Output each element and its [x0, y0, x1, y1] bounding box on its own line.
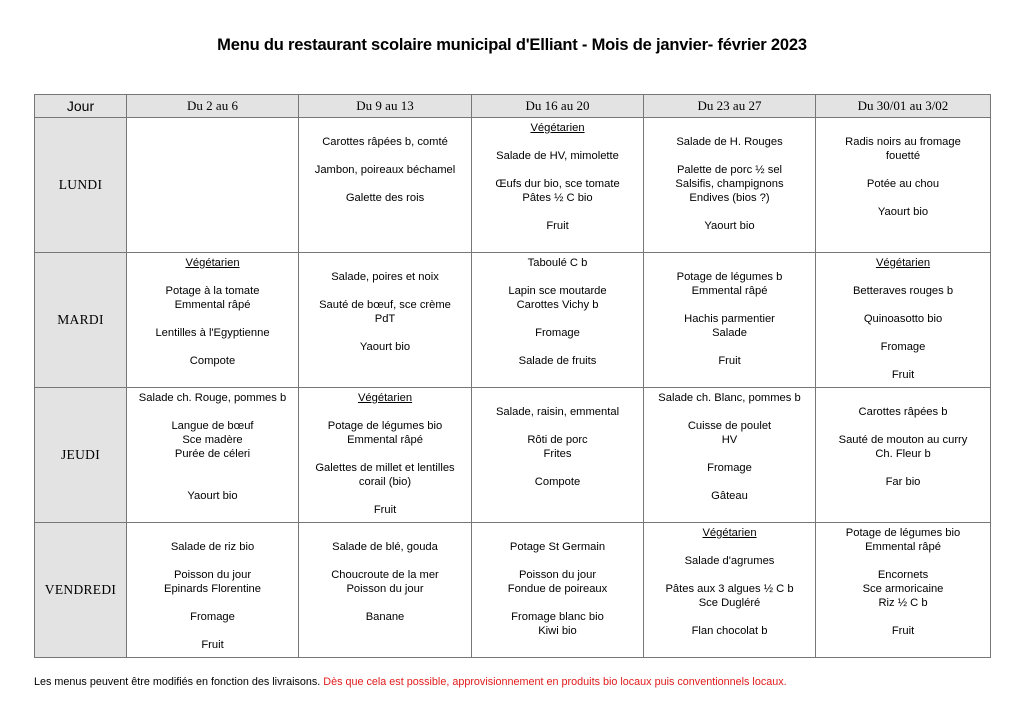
menu-line	[474, 526, 641, 540]
menu-line: Carottes Vichy b	[516, 299, 599, 311]
vegetarian-label: Végétarien	[185, 257, 240, 269]
menu-line	[646, 610, 813, 624]
menu-line	[301, 326, 469, 340]
menu-line: Salade ch. Blanc, pommes b	[658, 392, 801, 404]
menu-line	[646, 405, 813, 419]
menu-line	[129, 270, 296, 284]
footer-note-text: Les menus peuvent être modifiés en fonction des livraisons.	[34, 676, 324, 688]
day-label: JEUDI	[35, 388, 127, 523]
menu-line: Galettes de millet et lentilles	[315, 462, 455, 474]
menu-line	[129, 405, 296, 419]
menu-line: Lentilles à l'Egyptienne	[155, 327, 270, 339]
menu-line: Salade de fruits	[518, 355, 597, 367]
menu-line	[474, 163, 641, 177]
day-row-mardi	[35, 253, 991, 388]
menu-cell	[127, 388, 299, 523]
menu-line	[646, 568, 813, 582]
menu-line	[474, 340, 641, 354]
menu-line	[646, 540, 813, 554]
menu-line: Potage de légumes b	[676, 271, 783, 283]
menu-cell	[816, 253, 991, 388]
menu-line: Salade de riz bio	[170, 541, 255, 553]
day-label: LUNDI	[35, 118, 127, 253]
menu-line	[646, 149, 813, 163]
menu-line: Fromage blanc bio	[511, 611, 604, 623]
menu-line	[129, 554, 296, 568]
menu-line: Fruit	[891, 369, 915, 381]
menu-line: Fruit	[718, 355, 741, 367]
header-row	[35, 95, 991, 118]
menu-line: Pâtes ½ C bio	[522, 192, 593, 204]
menu-line	[818, 326, 988, 340]
menu-line: Sce madère	[182, 434, 243, 446]
menu-line	[301, 177, 469, 191]
menu-line: Sauté de bœuf, sce crème	[319, 299, 451, 311]
menu-line	[129, 596, 296, 610]
menu-line	[474, 205, 641, 219]
menu-line: Yaourt bio	[877, 206, 929, 218]
menu-line: Yaourt bio	[187, 490, 238, 502]
day-row-vendredi	[35, 523, 991, 658]
menu-line	[818, 391, 988, 405]
vegetarian-label: Végétarien	[357, 392, 413, 404]
menu-line: Salade ch. Rouge, pommes b	[138, 392, 287, 404]
menu-line: Salade, poires et noix	[331, 271, 439, 283]
menu-cell	[472, 118, 644, 253]
menu-line: Carottes râpées b, comté	[322, 136, 448, 148]
menu-line	[818, 419, 988, 433]
menu-line: Salade de H. Rouges	[676, 136, 783, 148]
footer-note	[34, 676, 787, 688]
header-jour: Jour	[35, 95, 127, 118]
menu-line: Radis noirs au fromage	[845, 136, 961, 148]
menu-line: Emmental râpé	[691, 285, 768, 297]
menu-line: Palette de porc ½ sel	[676, 164, 783, 176]
day-row-jeudi	[35, 388, 991, 523]
menu-line: Cuisse de poulet	[687, 420, 772, 432]
menu-line: Sce Dugléré	[698, 597, 761, 609]
menu-line: Poisson du jour	[346, 583, 424, 595]
day-label: MARDI	[35, 253, 127, 388]
menu-line: Fromage	[880, 341, 926, 353]
menu-line	[474, 391, 641, 405]
menu-line	[818, 298, 988, 312]
header-week-1: Du 2 au 6	[127, 95, 299, 118]
menu-line	[301, 405, 469, 419]
menu-cell	[472, 253, 644, 388]
menu-cell	[644, 388, 816, 523]
menu-line	[646, 298, 813, 312]
menu-line: Potée au chou	[866, 178, 940, 190]
menu-cell	[472, 388, 644, 523]
menu-line: Poisson du jour	[518, 569, 597, 581]
menu-line	[818, 270, 988, 284]
menu-line: Compote	[534, 476, 581, 488]
menu-line	[129, 526, 296, 540]
menu-line	[474, 596, 641, 610]
menu-line	[818, 191, 988, 205]
day-label: VENDREDI	[35, 523, 127, 658]
menu-line	[474, 270, 641, 284]
menu-line: Potage de légumes bio	[327, 420, 443, 432]
vegetarian-label: Végétarien	[530, 122, 585, 134]
menu-line	[646, 256, 813, 270]
menu-line: Œufs dur bio, sce tomate	[495, 178, 620, 190]
menu-cell	[644, 118, 816, 253]
menu-line: Poisson du jour	[173, 569, 252, 581]
menu-line: Fruit	[373, 504, 397, 516]
menu-line: Taboulé C b	[527, 257, 588, 269]
menu-line	[474, 312, 641, 326]
menu-line: Betteraves rouges b	[852, 285, 954, 297]
menu-line	[129, 475, 296, 489]
menu-line: Emmental râpé	[865, 541, 941, 553]
header-week-2: Du 9 au 13	[299, 95, 472, 118]
menu-line: Flan chocolat b	[691, 625, 768, 637]
menu-line: Fruit	[891, 625, 915, 637]
menu-cell	[816, 523, 991, 658]
menu-line: HV	[721, 434, 738, 446]
menu-line: Banane	[365, 611, 405, 623]
menu-line: Potage St Germain	[509, 541, 606, 553]
menu-line	[301, 121, 469, 135]
menu-line: Purée de céleri	[174, 448, 251, 460]
menu-line: Fromage	[707, 462, 752, 474]
menu-cell	[644, 253, 816, 388]
menu-line	[301, 149, 469, 163]
menu-cell	[816, 388, 991, 523]
menu-line: Frites	[543, 448, 572, 460]
menu-line: Fromage	[190, 611, 235, 623]
menu-line	[818, 121, 988, 135]
menu-line	[818, 610, 988, 624]
menu-line	[301, 256, 469, 270]
menu-line	[129, 312, 296, 326]
header-week-5: Du 30/01 au 3/02	[816, 95, 991, 118]
header-week-4: Du 23 au 27	[644, 95, 816, 118]
menu-cell	[299, 253, 472, 388]
menu-line	[129, 461, 296, 475]
menu-line: Far bio	[885, 476, 921, 488]
menu-line: Yaourt bio	[704, 220, 755, 232]
menu-cell	[299, 118, 472, 253]
menu-line: Encornets	[877, 569, 929, 581]
menu-cell	[299, 523, 472, 658]
menu-line	[301, 554, 469, 568]
menu-line: Emmental râpé	[174, 299, 251, 311]
menu-line: Choucroute de la mer	[331, 569, 439, 581]
menu-line	[818, 461, 988, 475]
menu-line: PdT	[374, 313, 396, 325]
menu-line: Fruit	[546, 220, 569, 232]
menu-line: Salade d'agrumes	[684, 555, 775, 567]
menu-line: Carottes râpées b	[858, 406, 948, 418]
menu-line	[474, 461, 641, 475]
menu-line: Fruit	[201, 639, 224, 651]
menu-line: Salade de blé, gouda	[332, 541, 438, 553]
menu-line: Endives (bios ?)	[689, 192, 770, 204]
menu-line: corail (bio)	[358, 476, 412, 488]
menu-line: Pâtes aux 3 algues ½ C b	[665, 583, 794, 595]
footer-note-red: Dès que cela est possible, approvisionnement en produits bio locaux puis conventionnels locaux.	[323, 676, 787, 688]
menu-line: Sce armoricaine	[862, 583, 944, 595]
menu-cell	[299, 388, 472, 523]
day-row-lundi	[35, 118, 991, 253]
menu-line: Ch. Fleur b	[875, 448, 931, 460]
menu-line: Fromage	[535, 327, 580, 339]
menu-line: Lapin sce moutarde	[508, 285, 607, 297]
menu-line: Potage de légumes bio	[845, 527, 961, 539]
menu-cell	[127, 523, 299, 658]
menu-cell	[472, 523, 644, 658]
menu-line: Riz ½ C b	[878, 597, 928, 609]
menu-cell	[644, 523, 816, 658]
menu-line: Sauté de mouton au curry	[838, 434, 968, 446]
menu-table	[34, 94, 991, 658]
menu-line	[818, 163, 988, 177]
menu-line: Quinoasotto bio	[863, 313, 943, 325]
menu-cell	[127, 253, 299, 388]
menu-line: Rôti de porc	[527, 434, 588, 446]
menu-line: Salsifis, champignons	[675, 178, 784, 190]
menu-line: Gâteau	[711, 490, 748, 502]
menu-line	[646, 205, 813, 219]
menu-line	[301, 447, 469, 461]
menu-line: Langue de bœuf	[171, 420, 254, 432]
menu-line	[646, 447, 813, 461]
menu-line	[301, 489, 469, 503]
menu-line: Kiwi bio	[538, 625, 577, 637]
menu-line	[646, 475, 813, 489]
vegetarian-label: Végétarien	[875, 257, 931, 269]
vegetarian-label: Végétarien	[702, 527, 757, 539]
menu-line: Salade de HV, mimolette	[496, 150, 619, 162]
menu-line: Salade	[712, 327, 747, 339]
menu-line: Galette des rois	[345, 192, 425, 204]
menu-line	[301, 284, 469, 298]
menu-line	[474, 419, 641, 433]
menu-line	[301, 526, 469, 540]
menu-line: Jambon, poireaux béchamel	[314, 164, 456, 176]
menu-line	[818, 554, 988, 568]
menu-line	[646, 121, 813, 135]
page-title: Menu du restaurant scolaire municipal d'Elliant - Mois de janvier- février 2023	[217, 36, 807, 54]
menu-cell	[816, 118, 991, 253]
menu-line: Potage à la tomate	[165, 285, 260, 297]
header-week-3: Du 16 au 20	[472, 95, 644, 118]
menu-line	[474, 554, 641, 568]
menu-line: Fondue de poireaux	[507, 583, 608, 595]
menu-line	[129, 340, 296, 354]
menu-cell	[127, 118, 299, 253]
menu-line	[818, 354, 988, 368]
menu-line: fouetté	[885, 150, 921, 162]
menu-line: Salade, raisin, emmental	[495, 406, 620, 418]
menu-line	[129, 624, 296, 638]
menu-line	[301, 596, 469, 610]
menu-line: Hachis parmentier	[684, 313, 775, 325]
menu-line: Yaourt bio	[359, 341, 411, 353]
menu-line: Epinards Florentine	[163, 583, 261, 595]
menu-line: Emmental râpé	[347, 434, 423, 446]
menu-line	[646, 340, 813, 354]
menu-line	[474, 135, 641, 149]
menu-line: Compote	[189, 355, 236, 367]
